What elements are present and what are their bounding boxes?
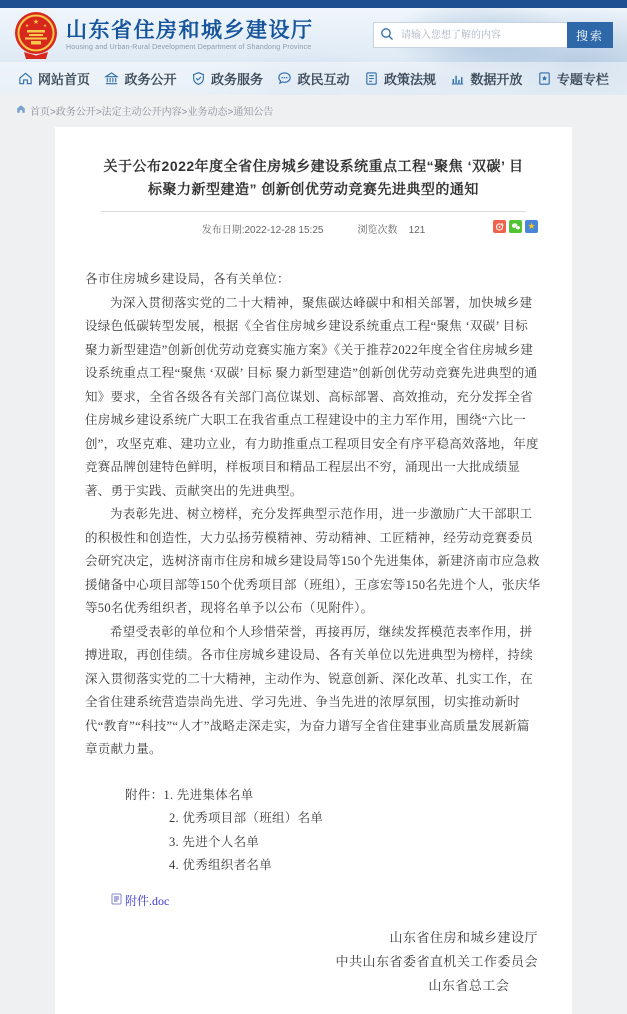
svg-text:★: ★ [42, 23, 48, 28]
view-count [357, 221, 425, 236]
share-buttons [493, 220, 538, 233]
attachment-list [85, 784, 542, 878]
search-input-wrap [373, 22, 567, 48]
wechat-share-icon[interactable] [509, 220, 522, 233]
nav-item-special-topics[interactable] [537, 69, 609, 88]
attachment-download-row [85, 892, 542, 910]
view-count-label: 浏览次数 [357, 225, 398, 236]
nav-item-gov-services[interactable] [191, 69, 263, 88]
nav-item-label: 政务服务 [210, 72, 263, 87]
home-icon [18, 71, 33, 86]
brand-text [66, 20, 314, 51]
signature-line: 山东省住房和城乡建设厅 [389, 929, 538, 945]
nav-item-gov-disclosure[interactable] [104, 69, 176, 88]
paragraph: 希望受表彰的单位和个人珍惜荣誉，再接再厉，继续发挥模范表率作用，拼搏进取，再创佳绩。各市住房城乡建设局、各有关单位以先进典型为榜样，持续深入贯彻落实党的二十大精神，主动作为、锐意创新、深化改革、扎实工作，在全省住建系统营造崇尚先进、学习先进、争当先进的浓厚氛围，切实推动新时代“教育”“科技”“人才”战略走深走实，为奋力谱写全省住建事业高质量发展新篇章贡献力量。 [85, 624, 534, 756]
site-subtitle-en: Housing and Urban-Rural Development Department of Shandong Province [66, 43, 312, 51]
attachment-item [125, 784, 542, 808]
bar-chart-icon [450, 71, 465, 86]
nav-item-open-data[interactable] [450, 69, 522, 88]
attachments-label: 附件： [125, 787, 164, 802]
nav-item-policies[interactable] [364, 69, 436, 88]
article-body [85, 268, 542, 762]
topic-document-icon [537, 71, 552, 86]
policy-document-icon [364, 71, 379, 86]
nav-item-label: 政民互动 [297, 72, 350, 87]
publish-date-value: 2022-12-28 15:25 [244, 225, 324, 236]
breadcrumb-bar [0, 95, 627, 123]
attachment-item: 2. 优秀项目部（班组）名单 [169, 811, 324, 825]
favorite-star-icon[interactable]: ★ [525, 220, 538, 233]
paragraph: 为深入贯彻落实党的二十大精神，聚焦碳达峰碳中和相关部署，加快城乡建设绿色低碳转型发展，根据《全省住房城乡建设系统重点工程“聚焦 ‘双碳’ 目标 聚力新型建造”创新创优劳动竞赛实施方案》《关于推荐2022年度全省住房城乡建设系统重点工程“聚焦 ‘双碳’ 目标 聚力新型建造”创新创优劳动竞赛先进典型的通知》要求，全省各级各有关部门高位谋划、高标部署、高效推动，充分发挥全省住房城乡建设系统广大职工在我省重点工程建设中的主力军作用，围绕“六比一创”，攻坚克难、建功立业，有力助推重点工程项目安全有序平稳高效落地，年度竞赛品牌创建特色鲜明，样板项目和精品工程层出不穷，涌现出一大批成绩显著、勇于实践、贡献突出的先进典型。 [85, 295, 539, 498]
salutation: 各市住房城乡建设局，各有关单位： [85, 272, 290, 286]
signature-line: 中共山东省委省直机关工作委员会 [335, 953, 538, 969]
government-building-icon [104, 71, 119, 86]
svg-text:★: ★ [24, 23, 30, 28]
nav-item-label: 专题专栏 [556, 72, 609, 87]
nav-item-public-interaction[interactable] [277, 69, 349, 88]
doc-file-icon [111, 892, 122, 910]
svg-text:★: ★ [32, 19, 40, 26]
attachment-item-text: 1. 先进集体名单 [163, 787, 254, 802]
search-input[interactable] [373, 22, 567, 48]
nav-item-home[interactable] [18, 69, 90, 88]
main-nav [0, 62, 627, 95]
nav-item-label: 数据开放 [470, 72, 523, 87]
article-title: 关于公布2022年度全省住房城乡建设系统重点工程“聚焦 ‘双碳’ 目标聚力新型建造” 创新创优劳动竞赛先进典型的通知 [103, 158, 524, 197]
site-title: 山东省住房和城乡建设厅 [66, 18, 314, 42]
attachment-item: 3. 先进个人名单 [169, 834, 260, 849]
nav-item-label: 政策法规 [383, 72, 436, 87]
publish-date [202, 221, 324, 236]
nav-item-label: 政务公开 [124, 72, 177, 87]
breadcrumb[interactable]: 首页>政务公开>法定主动公开内容>业务动态>通知公告 [30, 106, 274, 118]
paragraph: 为表彰先进、树立榜样，充分发挥典型示范作用，进一步激励广大干部职工的积极性和创造性，大力弘扬劳模精神、劳动精神、工匠精神，经劳动竞赛委员会研究决定，选树济南市住房和城乡建设局等150个先进集体，新建济南市应急救援储备中心项目部等150个优秀项目部（班组），王彦宏等150名先进个人，张庆华等50名优秀组织者，现将名单予以公布（见附件）。 [85, 507, 541, 615]
view-count-value: 121 [408, 225, 426, 236]
article-card [55, 127, 572, 1014]
signature-block [85, 926, 542, 998]
shield-icon [191, 71, 206, 86]
weibo-share-icon[interactable] [493, 220, 506, 233]
article-meta [85, 212, 542, 242]
search-icon [380, 27, 394, 46]
nav-item-label: 网站首页 [38, 72, 91, 87]
signature-line: 山东省总工会 [428, 977, 510, 993]
search-bar [373, 22, 613, 48]
publish-date-label: 发布日期: [201, 225, 245, 236]
site-brand[interactable] [14, 11, 314, 59]
top-strip [0, 0, 627, 8]
attachment-doc-link[interactable]: 附件.doc [125, 894, 170, 908]
chat-icon [277, 71, 292, 86]
attachment-item: 4. 优秀组织者名单 [169, 858, 273, 872]
breadcrumb-home-icon [16, 101, 26, 119]
national-emblem-logo [14, 11, 58, 59]
site-header [0, 8, 627, 95]
search-button[interactable]: 搜索 [567, 22, 613, 48]
header-top [0, 8, 627, 62]
